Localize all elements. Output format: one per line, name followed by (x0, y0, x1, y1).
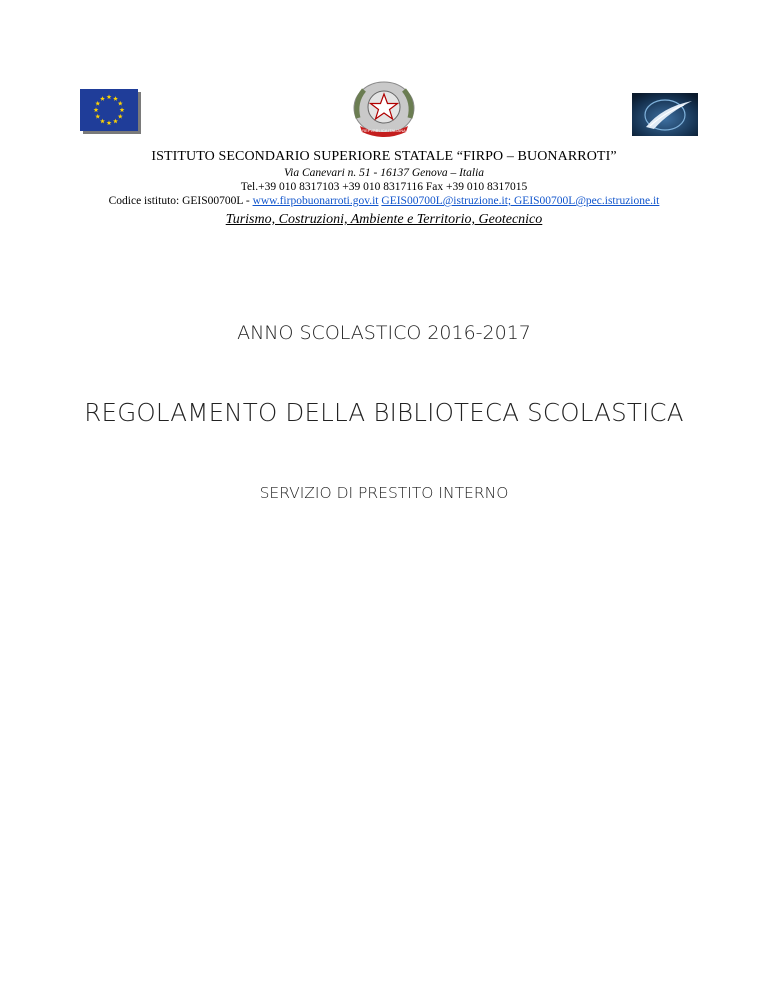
institute-name: ISTITUTO SECONDARIO SUPERIORE STATALE “FIRPO – BUONARROTI” (151, 149, 617, 164)
document-subtitle: SERVIZIO DI PRESTITO INTERNO (259, 484, 509, 502)
institute-address: Via Canevari n. 51 - 16137 Genova – Italia (283, 167, 485, 179)
email-links[interactable]: GEIS00700L@istruzione.it; GEIS00700L@pec.istruzione.it (381, 195, 660, 207)
institute-codes-line (0, 195, 768, 207)
svg-text:REPVBBLICA ITALIANA: REPVBBLICA ITALIANA (362, 128, 406, 133)
school-logo-icon (632, 93, 698, 136)
italian-republic-emblem-icon (350, 80, 418, 138)
eu-flag-icon (80, 89, 142, 134)
institute-phones: Tel.+39 010 8317103 +39 010 8317116 Fax +39 010 8317015 (240, 181, 528, 193)
school-year-heading: ANNO SCOLASTICO 2016-2017 (237, 322, 531, 344)
document-title: REGOLAMENTO DELLA BIBLIOTECA SCOLASTICA (84, 398, 684, 427)
website-link[interactable]: www.firpobuonarroti.gov.it (252, 195, 379, 207)
institute-code: Codice istituto: GEIS00700L - (108, 195, 253, 207)
institute-motto: Turismo, Costruzioni, Ambiente e Territorio, Geotecnico (225, 212, 543, 227)
